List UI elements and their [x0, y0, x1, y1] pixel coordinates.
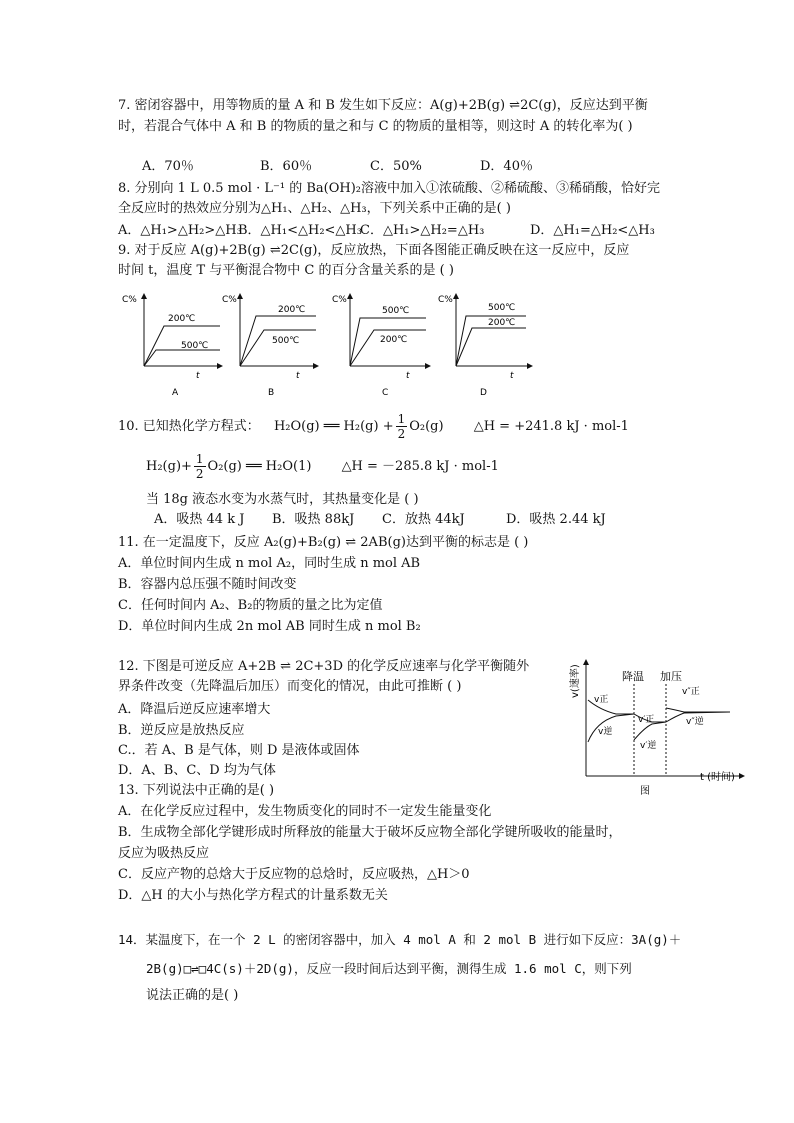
q8-option-a: A．△H₁>△H₂>△H₃ [118, 223, 242, 238]
q8-options [118, 221, 655, 241]
q10-eq1-dh: △H = +241.8 kJ · mol-1 [473, 419, 629, 434]
q14-stem-line1: 14．某温度下，在一个 2 L 的密闭容器中，加入 4 mol A 和 2 mol B 进行如下反应：3A(g)＋ [118, 932, 682, 947]
q12-graph-vfwd3: v″正 [682, 687, 700, 697]
q10-option-d: D．吸热 2.44 kJ [506, 512, 606, 527]
q11-option-c: C．任何时间内 A₂、B₂的物质的量之比为定值 [118, 598, 383, 613]
q8-option-c: C．△H₁>△H₂=△H₃ [360, 223, 485, 238]
q10-eq2-right: O₂(g) ══ H₂O(1) [207, 459, 312, 474]
q9-graph-c-high: 500℃ [382, 306, 410, 316]
q10-eq1-right: O₂(g) [409, 419, 444, 434]
q10-option-c: C．放热 44kJ [382, 512, 465, 527]
q11-stem: 11. 在一定温度下，反应 A₂(g)+B₂(g) ⇌ 2AB(g)达到平衡的标志是 ( ) [118, 535, 529, 550]
q9-graph-a-high: 500℃ [181, 341, 209, 351]
q10-eq1 [118, 410, 629, 444]
q10-options [154, 510, 606, 530]
q9-stem-line2: 时间 t，温度 T 与平衡混合物中 C 的百分含量关系的是 ( ) [118, 263, 454, 278]
q9-graph-c-label: C [382, 388, 389, 398]
q9-stem-line1: 9. 对于反应 A(g)+2B(g) ⇌2C(g)，反应放热，下面各图能正确反映在这一反应中，反应 [118, 243, 630, 258]
q9-graph-b [222, 294, 318, 398]
q9-graph-d [438, 294, 532, 398]
q8-option-d: D．△H₁=△H₂<△H₃ [530, 223, 655, 238]
q7-option-b: B．60％ [260, 159, 313, 174]
q13-option-d: D．△H 的大小与热化学方程式的计量系数无关 [118, 888, 388, 903]
q9-graph-d-xlabel: t [510, 371, 514, 381]
q9-graph-c-ylabel: C% [332, 295, 347, 305]
q13-stem: 13. 下列说法中正确的是( ) [118, 783, 275, 798]
q12-graph-xaxis: t (时间) [700, 772, 735, 783]
q9-graph-b-low: 200℃ [278, 305, 306, 315]
q9-graph-a-label: A [172, 388, 179, 398]
q8-option-b: B．△H₁<△H₂<△H₃ [238, 223, 362, 238]
q11-option-b: B．容器内总压强不随时间改变 [118, 577, 297, 592]
q9-graph-b-label: B [268, 388, 275, 398]
q10-prefix: 10. 已知热化学方程式： [118, 419, 260, 434]
q13-option-a: A．在化学反应过程中，发生物质变化的同时不一定发生能量变化 [118, 804, 492, 819]
q12-graph-vrev: v逆 [598, 727, 613, 737]
q7-option-a: A．70％ [142, 159, 194, 174]
q12-option-a: A．降温后逆反应速率增大 [118, 702, 271, 717]
q9-graph-b-ylabel: C% [222, 295, 237, 305]
q11-option-a: A．单位时间内生成 n mol A₂，同时生成 n mol AB [118, 556, 421, 571]
q8-stem-line2: 全反应时的热效应分别为△H₁、△H₂、△H₃，下列关系中正确的是( ) [118, 201, 511, 216]
q12-stem-line1: 12. 下图是可逆反应 A+2B ⇌ 2C+3D 的化学反应速率与化学平衡随外 [118, 659, 530, 674]
q10-eq1-fraction: $\frac{1}{2}$ [397, 412, 406, 441]
q9-graph-c-xlabel: t [406, 371, 410, 381]
q9-graph-d-high: 500℃ [488, 303, 516, 313]
q9-graph-a-low: 200℃ [168, 314, 196, 324]
q12-option-b: B．逆反应是放热反应 [118, 723, 245, 738]
q10-option-b: B．吸热 88kJ [272, 512, 355, 527]
q9-graph-d-low: 200℃ [488, 318, 516, 328]
q12-graph-caption: 图 [640, 786, 650, 797]
q12-graph-yaxis: v(速率) [570, 664, 581, 698]
q7-stem-line2: 时，若混合气体中 A 和 B 的物质的量之和与 C 的物质的量相等，则这时 A 的转化率为( ) [118, 119, 633, 134]
q9-graph-a [122, 294, 222, 398]
q10-option-a: A．吸热 44 k J [154, 512, 245, 527]
q12-graph-stage1: 降温 [622, 670, 644, 683]
q9-graph-c [332, 294, 430, 398]
q12-graph-vrev3: v″逆 [686, 717, 704, 727]
q12-graph-stage2: 加压 [660, 670, 682, 683]
q10-question: 当 18g 液态水变为水蒸气时，其热量变化是 ( ) [146, 492, 419, 507]
q14-stem-line3: 说法正确的是( ) [146, 988, 239, 1003]
q12-rate-graph [560, 650, 756, 800]
q10-eq2-fraction: $\frac{1}{2}$ [195, 452, 204, 481]
q9-graph-b-xlabel: t [296, 371, 300, 381]
q12-graph-vrev2: v′逆 [640, 741, 657, 751]
q10-eq2 [146, 450, 499, 484]
q10-eq2-dh: △H = －285.8 kJ · mol-1 [341, 459, 499, 474]
q12-graph-vfwd2: v′正 [638, 715, 655, 725]
q13-option-b: B．生成物全部化学键形成时所释放的能量大于破坏反应物全部化学键所吸收的能量时， [118, 825, 622, 840]
q10-eq2-left: H₂(g)+ [146, 459, 192, 474]
q7-options [142, 157, 533, 177]
q9-graph-c-low: 200℃ [380, 335, 408, 345]
q9-graph-d-ylabel: C% [438, 295, 453, 305]
q9-graph-a-ylabel: C% [122, 295, 137, 305]
q9-graph-a-xlabel: t [196, 371, 200, 381]
q7-stem-line1: 7. 密闭容器中，用等物质的量 A 和 B 发生如下反应：A(g)+2B(g) ⇌2C(g)，反应达到平衡 [118, 98, 648, 113]
q9-graph-d-label: D [480, 388, 487, 398]
q12-option-d: D．A、B、C、D 均为气体 [118, 763, 276, 778]
q13-option-b-cont: 反应为吸热反应 [118, 846, 210, 861]
q13-option-c: C．反应产物的总焓大于反应物的总焓时，反应吸热，△H＞0 [118, 867, 470, 882]
q8-stem-line1: 8. 分别向 1 L 0.5 mol · L⁻¹ 的 Ba(OH)₂溶液中加入①浓硫酸、②稀硫酸、③稀硝酸，恰好完 [118, 181, 660, 196]
q14-stem-line2: 2B(g)□⇌□4C(s)＋2D(g)，反应一段时间后达到平衡，测得生成 1.6 mol C，则下列 [146, 961, 632, 976]
q12-stem-line2: 界条件改变（先降温后加压）而变化的情况，由此可推断 ( ) [118, 679, 462, 694]
q7-option-c: C．50% [370, 159, 422, 174]
q10-eq1-left: H₂O(g) ══ H₂(g) + [273, 419, 394, 434]
q7-option-d: D．40％ [480, 159, 533, 174]
q12-option-c: C.．若 A、B 是气体，则 D 是液体或固体 [118, 743, 360, 758]
q9-graph-b-high: 500℃ [272, 336, 300, 346]
q11-option-d: D．单位时间内生成 2n mol AB 同时生成 n mol B₂ [118, 619, 421, 634]
q12-graph-vfwd: v正 [594, 695, 609, 705]
q9-graphs [116, 288, 536, 400]
